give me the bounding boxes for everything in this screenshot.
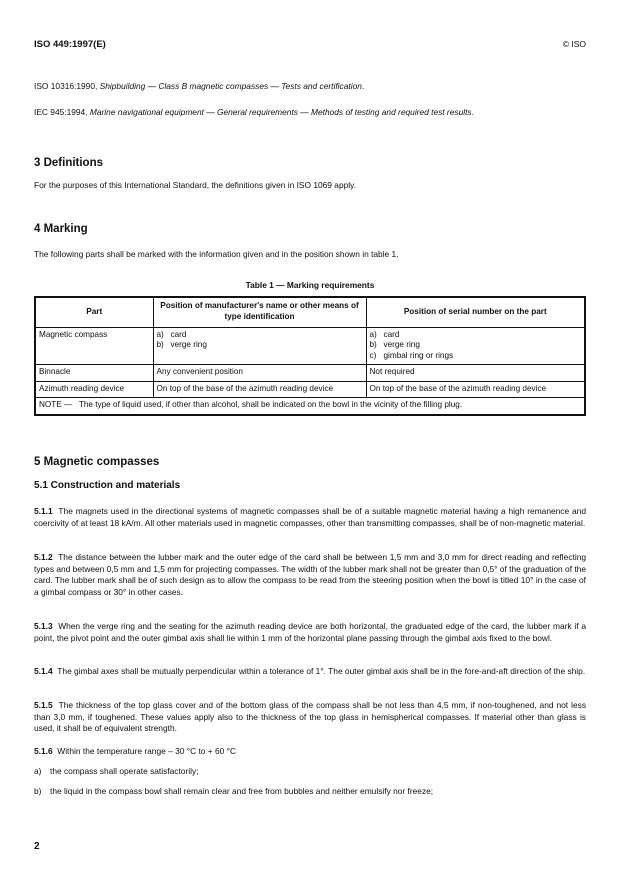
cell-manufacturer: Any convenient position: [153, 365, 366, 382]
clause-5-1-4: [34, 666, 586, 678]
list-tag: b): [369, 340, 377, 349]
table-note: NOTE — The type of liquid used, if other than alcohol, shall be indicated on the bowl in the vicinity of the filling plug.: [35, 398, 585, 415]
reference-iec-945: [34, 107, 586, 119]
ref-code: ISO 10316:1990,: [34, 81, 100, 91]
list-tag: b): [34, 786, 42, 796]
clause-number: 5.1.4: [34, 666, 53, 676]
list-tag: a): [34, 766, 42, 776]
list-text: card: [170, 329, 187, 339]
ref-end: .: [361, 81, 365, 91]
cell-serial: [366, 327, 585, 365]
ref-end: .: [471, 107, 474, 117]
clause-text: When the verge ring and the seating for the azimuth reading device are both horizontal, the graduated edge of the card, the lubber mark if a point, the pivot point and the outer gimbal axis shall lie within 1 mm of the horizontal plane passing through the gimbal axis fixed to the bowl.: [34, 621, 587, 643]
ref-title: Marine navigational equipment — General requirements — Methods of testing and required test results: [89, 107, 472, 117]
list-item: [34, 786, 586, 798]
ref-code: IEC 945:1994,: [34, 107, 90, 117]
list-text: the compass shall operate satisfactorily;: [50, 766, 199, 776]
table-title: Table 1 — Marking requirements: [245, 280, 375, 290]
clause-5-1-2: [34, 552, 586, 598]
cell-serial: On top of the base of the azimuth reading device: [366, 381, 585, 398]
cell-manufacturer: [153, 327, 366, 365]
section-3-heading: 3 Definitions: [34, 157, 104, 169]
column-header: Part: [35, 297, 153, 327]
list-item: [34, 766, 586, 778]
clause-text: The thickness of the top glass cover and of the bottom glass of the compass shall be not less than 4,5 mm, if non-toughened, and not less than 3,0 mm, if toughened. These values apply also to the thickness of the top glass in hemispherical compasses. If material other than glass is used, it shall be of equivalent strength.: [34, 700, 587, 734]
section-5-heading: 5 Magnetic compasses: [34, 456, 160, 468]
clause-5-1-5: [34, 700, 586, 735]
clause-text: The distance between the lubber mark and the outer edge of the card shall be between 1,5 mm and 3,0 mm for direct reading and reflecting types and between 0,5 mm and 1,5 mm for projecting compasses. The width of the lubber mark shall not be greater than 0,5° of the graduation of the card. The lubber mark shall be of such design as to allow the compass to be read from the steering position when the bowl is titled 10° in the case of a gimbal compass or 30° in other cases.: [34, 552, 587, 597]
list-text: verge ring: [170, 340, 207, 349]
table-row: [35, 327, 585, 365]
clause-text: Within the temperature range – 30 °C to + 60 °C: [57, 746, 237, 756]
cell-manufacturer: On top of the base of the azimuth reading device: [153, 381, 366, 398]
clause-text: The magnets used in the directional systems of magnetic compasses shall be of a suitable magnetic material having a high remanence and coercivity of at least 18 kA/m. All other materials used in magnetic compasses, other than transmitting compasses, shall be of non-magnetic material.: [34, 506, 587, 528]
column-header: Position of manufacturer's name or other means of type identification: [153, 297, 366, 327]
list-tag: a): [369, 329, 377, 339]
table-row: [35, 365, 585, 382]
clause-5-1-1: [34, 506, 586, 529]
table-row: [35, 381, 585, 398]
section-4-text: The following parts shall be marked with the information given and in the position shown in table 1.: [34, 249, 399, 259]
clause-number: 5.1.6: [34, 746, 53, 756]
table-note-row: [35, 398, 585, 415]
section-4-heading: 4 Marking: [34, 223, 88, 235]
list-text: verge ring: [383, 340, 420, 349]
column-header: Position of serial number on the part: [366, 297, 585, 327]
list-text: gimbal ring or rings: [383, 350, 454, 360]
page-number: 2: [34, 841, 40, 852]
document-id: ISO 449:1997(E): [34, 39, 106, 50]
clause-number: 5.1.2: [34, 552, 53, 562]
section-5-1-heading: 5.1 Construction and materials: [34, 480, 181, 491]
running-header: [34, 39, 586, 51]
clause-text: The gimbal axes shall be mutually perpendicular within a tolerance of 1°. The outer gimbal axis shall be in the fore-and-aft direction of the ship.: [57, 666, 586, 676]
cell-part: Azimuth reading device: [35, 381, 153, 398]
clause-5-1-3: [34, 621, 586, 644]
cell-part: Binnacle: [35, 365, 153, 382]
list-tag: a): [156, 329, 164, 339]
section-3-text: For the purposes of this International Standard, the definitions given in ISO 1069 apply.: [34, 180, 357, 190]
clause-number: 5.1.5: [34, 700, 53, 710]
clause-5-1-6: [34, 746, 586, 758]
list-text: card: [383, 329, 400, 339]
cell-serial: Not required: [366, 365, 585, 382]
list-tag: b): [156, 340, 164, 349]
ref-title: Shipbuilding — Class B magnetic compasses — Tests and certification: [99, 81, 362, 91]
cell-part: Magnetic compass: [35, 327, 153, 365]
reference-iso-10316: [34, 81, 586, 93]
marking-table: [34, 296, 586, 416]
list-text: the liquid in the compass bowl shall remain clear and free from bubbles and neither emulsify nor freeze;: [50, 786, 434, 796]
clause-number: 5.1.1: [34, 506, 53, 516]
copyright: © ISO: [562, 39, 586, 49]
clause-number: 5.1.3: [34, 621, 53, 631]
list-tag: c): [369, 350, 377, 360]
table-header-row: [35, 297, 585, 327]
